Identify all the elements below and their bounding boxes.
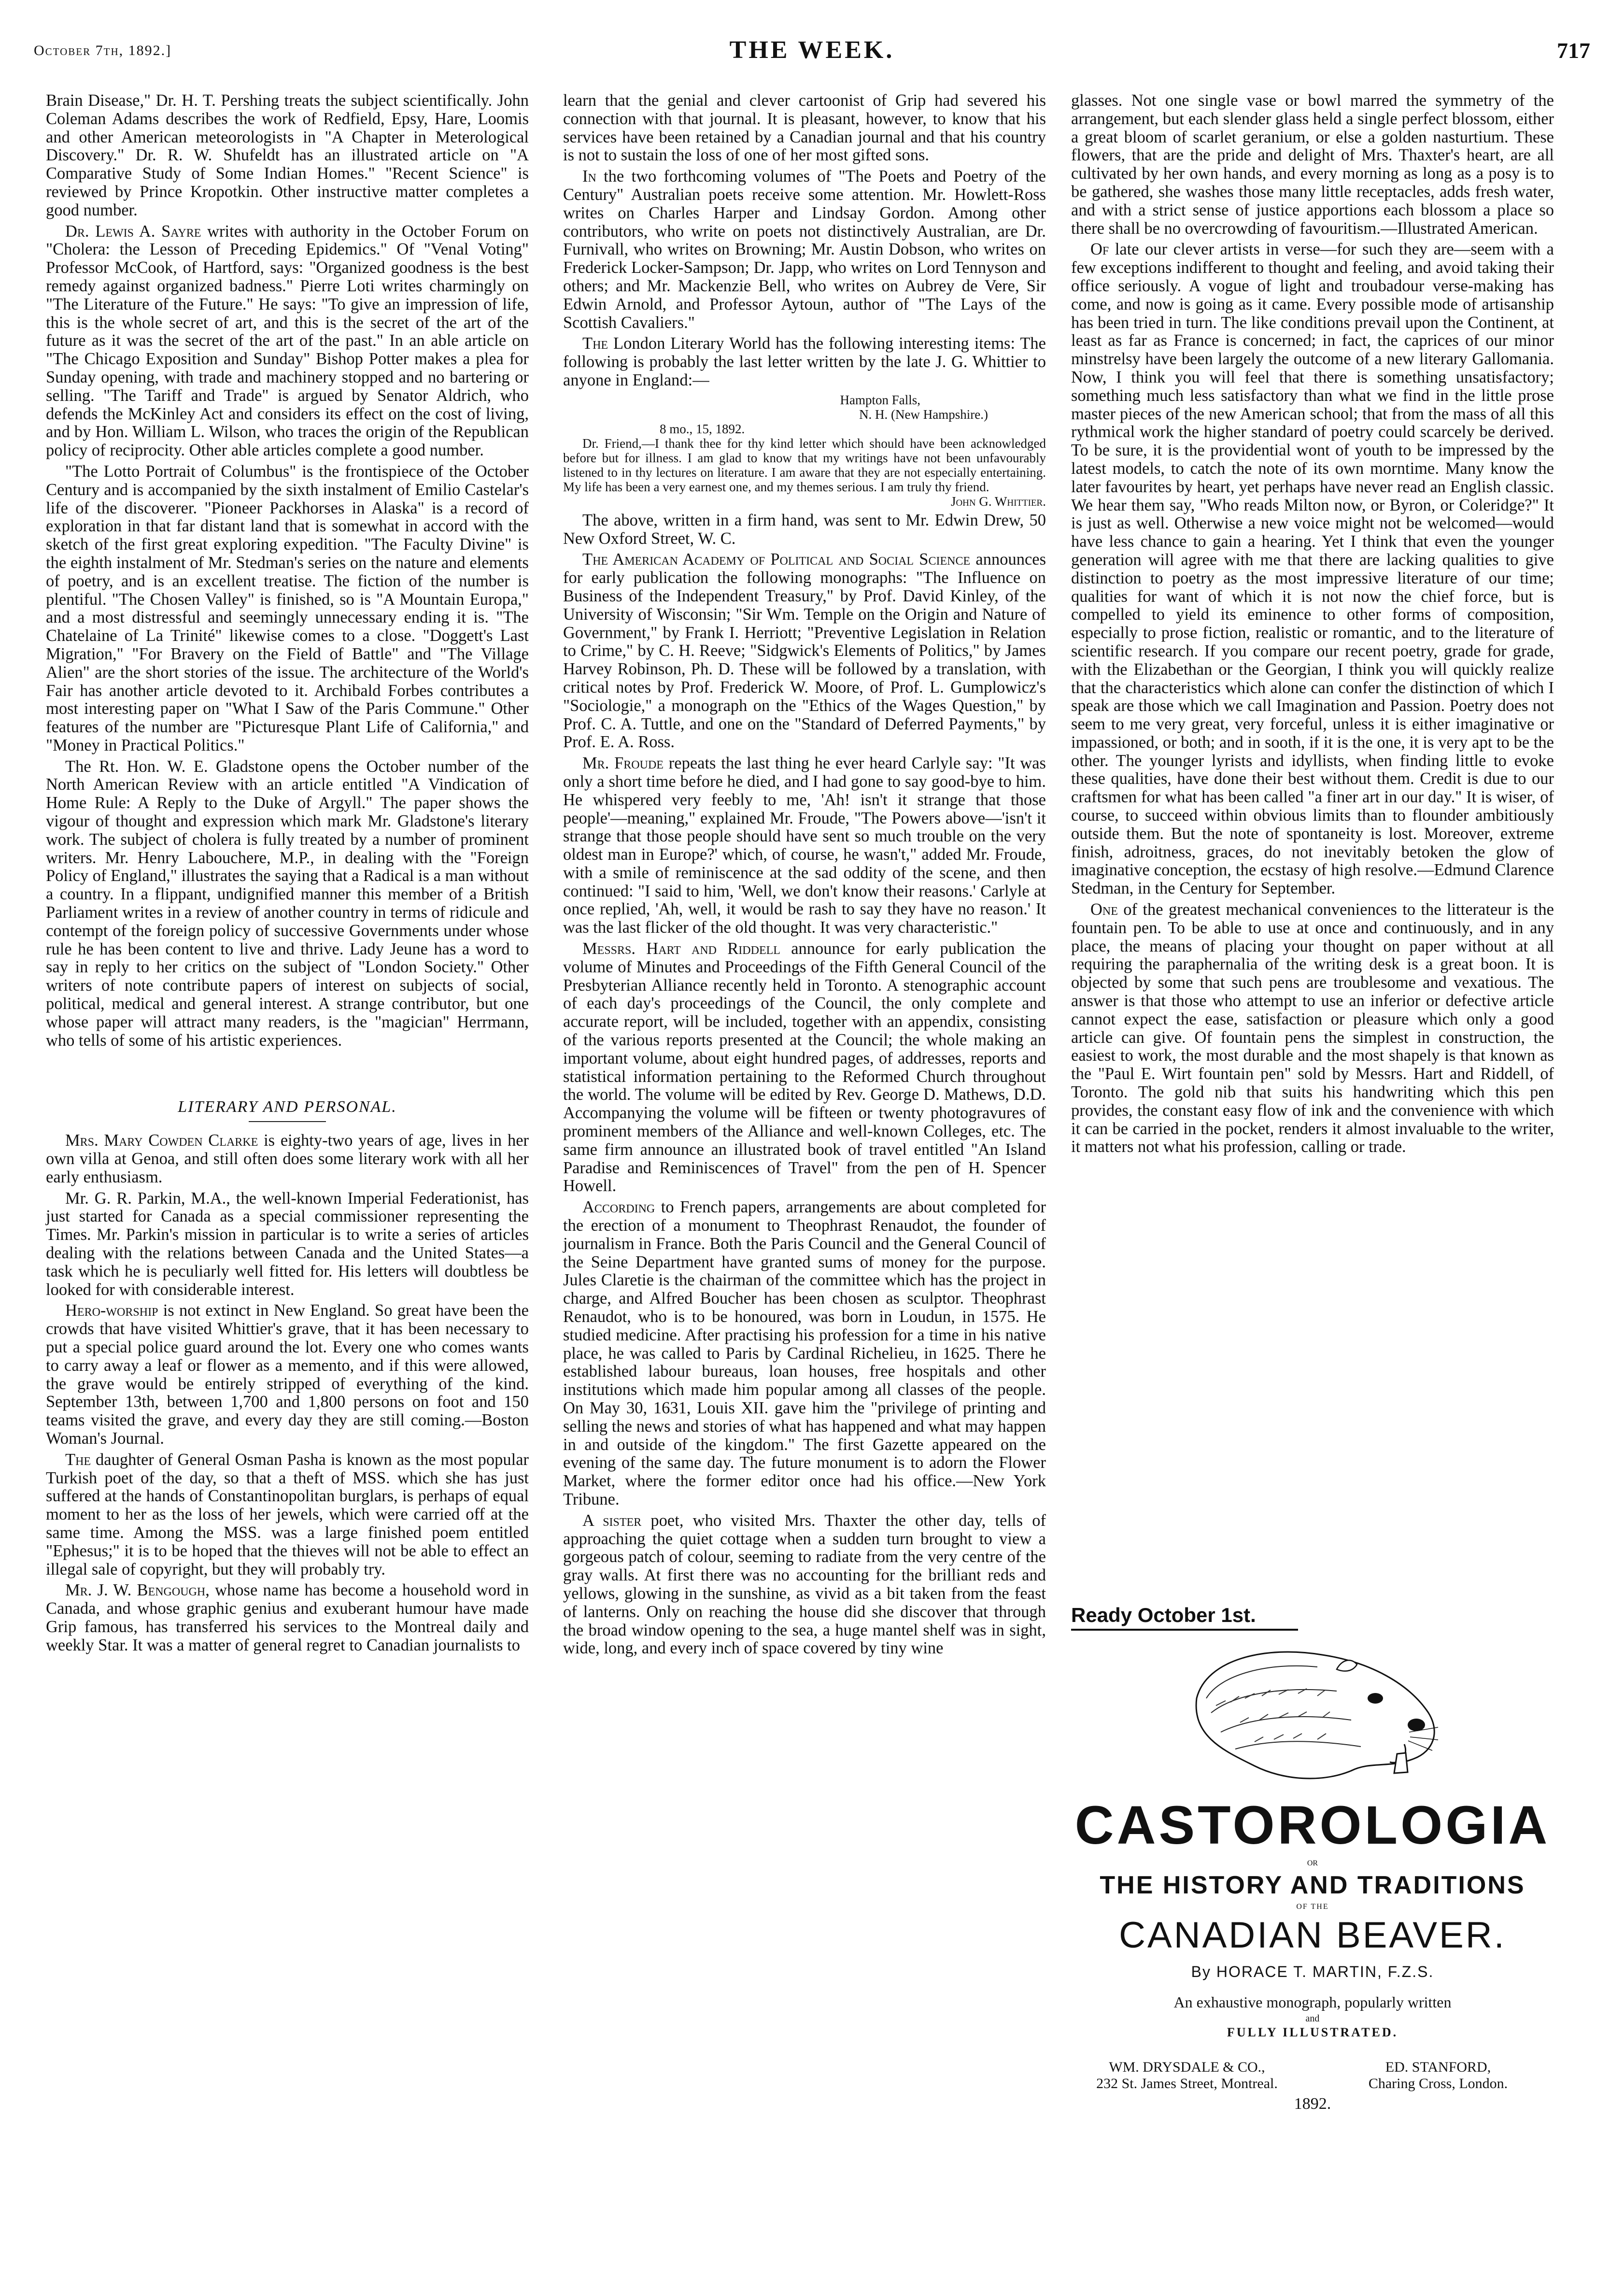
letter-signature: John G. Whittier. <box>950 494 1046 509</box>
paragraph: learn that the genial and clever cartoonist of Grip had severed his connection with that journal. It is pleasant, however, to know that his services have been retained by a Canadian journal and that his country is not to sustain the loss of one of her most gifted sons. <box>563 91 1046 165</box>
ad-of-the: OF THE <box>1296 1903 1329 1911</box>
paragraph: According to French papers, arrangements are about completed for the erection of a monument to Theophrast Renaudot, the founder of journalism in France. Both the Paris Council and the General Council of the Seine Department have granted sums of money for the purpose. Jules Claretie is the chairman of the committee which has the project in charge, and Alfred Boucher has been chosen as sculptor. Theophrast Renaudot, who is to be honoured, was born in Loudun, in 1575. He studied medicine. After practising his profession for a time in his native place, he was called to Paris by Cardinal Richelieu, in 1625. There he established labour bureaus, loan houses, free hospitals and other institutions which made him popular among all classes of the people. On May 30, 1631, Louis XII. gave him the "privilege of printing and selling the news and stories of what has happened and what may happen in and outside of the kingdom." The first Gazette appeared on the evening of the same day. The future monument is to adorn the Flower Market, where the former editor once had his office.—New York Tribune. <box>563 1198 1046 1508</box>
letter-place: Hampton Falls, <box>840 392 920 407</box>
ad-or: OR <box>1307 1859 1318 1867</box>
book-advertisement <box>1071 1604 1554 2113</box>
column-middle <box>563 92 1046 1661</box>
publisher-london <box>1322 2059 1554 2092</box>
paragraph: Mr. J. W. Bengough, whose name has become a household word in Canada, and whose graphic genius and exuberant humour have made Grip famous, has transferred his services to the Montreal daily and weekly Star. It was a matter of general regret to Canadian journalists to <box>46 1581 529 1654</box>
paragraph: One of the greatest mechanical conveniences to the litterateur is the fountain pen. To be able to use at once and continuously, and in any place, the means of placing your thought on paper without at all requiring the paraphernalia of the writing desk is a great boon. It is objected by some that such pens are troublesome and vexatious. The answer is that those who attempt to use an inferior or defective article cannot expect the ease, satisfaction or pleasure which only a good article can give. Of fountain pens the simplest in construction, the easiest to work, the most durable and the most shapely is that known as the "Paul E. Wirt fountain pen" sold by Messrs. Hart and Riddell, of Toronto. The gold nib that suits his handwriting which this pen provides, the constant easy flow of ink and the convenience with which it can be carried in the pocket, renders it almost invaluable to the writer, it matters not what his profession, calling or trade. <box>1071 900 1554 1156</box>
column-left <box>46 92 529 1658</box>
ad-year: 1892. <box>1294 2095 1331 2113</box>
letter-body: Dr. Friend,—I thank thee for thy kind letter which should have been acknowledged before but for illness. I am glad to know that my writings have not been unfavourably listened to in thy lectures on literature. I am aware that they are not especially entertaining. My life has been a very earnest one, and my themes serious. I am truly thy friend. <box>563 436 1046 494</box>
publisher-name: WM. DRYSDALE & CO., <box>1109 2059 1265 2075</box>
issue-date: October 7th, 1892.] <box>34 43 172 58</box>
page-header <box>34 29 1590 72</box>
publisher-montreal <box>1071 2059 1303 2092</box>
paragraph: In the two forthcoming volumes of "The Poets and Poetry of the Century" Australian poets receive some attention. Mr. Howlett-Ross writes on Charles Harper and Lindsay Gordon. Among other contributors, who write on poets not distinctively Australian, are Dr. Furnivall, who writes on Browning; Mr. Austin Dobson, who writes on Frederick Locker-Sampson; Dr. Japp, who writes on Lord Tennyson and others; and Mr. Mackenzie Bell, who writes on Aubrey de Vere, Sir Edwin Arnold, and Professor Aytoun, author of "The Lays of the Scottish Cavaliers." <box>563 167 1046 332</box>
paragraph: The daughter of General Osman Pasha is known as the most popular Turkish poet of the day, so that a theft of MSS. which she has just suffered at the hands of Constantinopolitan burglars, is perhaps of equal moment to her as the loss of her jewels, which were carried off at the same time. Among the MSS. was a large finished poem entitled "Ephesus;" it is to be hoped that the thieves will not be able to effect an illegal sale of copyright, but they will probably try. <box>46 1450 529 1579</box>
letter-date: 8 mo., 15, 1892. <box>660 421 745 436</box>
paragraph: Hero-worship is not extinct in New England. So great have been the crowds that have visited Whittier's grave, that it has been necessary to put a special police guard around the lot. Every one who comes wants to carry away a leaf or flower as a memento, and if this were allowed, the grave would be entirely stripped of everything of the kind. September 13th, between 1,700 and 1,800 persons on foot and 150 teams visited the grave, and every day they are still coming.—Boston Woman's Journal. <box>46 1301 529 1448</box>
ad-author: By HORACE T. MARTIN, F.Z.S. <box>1191 1963 1434 1980</box>
paragraph: The American Academy of Political and Social Science announces for early publication the following monographs: "The Influence on Business of the Independent Treasury," by Prof. David Kinley, of the University of Wisconsin; "Sir Wm. Temple on the Origin and Nature of Government," by Frank I. Herriott; "Preventive Legislation in Relation to Crime," by C. H. Reeve; "Sidgwick's Elements of Politics," by James Harvey Robinson, Ph. D. These will be followed by a translation, with critical notes by Prof. Frederick W. Moore, of Prof. L. Gumplowicz's "Sociologie," a monograph on the "Ethics of the Wages Question," by Prof. C. A. Tuttle, and one on the "Standard of Deferred Payments," by Prof. E. A. Ross. <box>563 550 1046 752</box>
paragraph: Mr. Froude repeats the last thing he ever heard Carlyle say: "It was only a short time before he died, and I had gone to say good-bye to him. He whispered very feebly to me, 'Ah! isn't it strange that those people'—meaning," explained Mr. Froude, "The Powers above—'isn't it strange that those people should have sent so much trouble on the very oldest man in Europe?' which, of course, he wasn't," added Mr. Froude, with a smile of reminiscence at the sad oddity of the scene, and then continued: "I said to him, 'Well, we don't know their reasons.' Carlyle at once replied, 'Ah, well, it would be rash to say they have no reason.' It was the last flicker of the old thought. It was very characteristic." <box>563 754 1046 937</box>
divider <box>1071 1629 1298 1631</box>
paragraph: The above, written in a firm hand, was sent to Mr. Edwin Drew, 50 New Oxford Street, W. C. <box>563 511 1046 548</box>
paragraph: Brain Disease," Dr. H. T. Pershing treats the subject scientifically. John Coleman Adams describes the work of Redfield, Epsy, Hare, Loomis and other American meteorologists in "A Chapter in Meterological Discovery." Dr. R. W. Shufeldt has an illustrated article on "A Comparative Study of Some Indian Homes." "Recent Science" is reviewed by Prince Kropotkin. Other instructive matter completes a good number. <box>46 91 529 219</box>
ad-illustrated: FULLY ILLUSTRATED. <box>1227 2025 1398 2039</box>
paragraph: The London Literary World has the following interesting items: The following is probably the last letter written by the late J. G. Whittier to anyone in England:— <box>563 334 1046 389</box>
divider <box>249 1121 326 1122</box>
ad-and: and <box>1305 2013 1320 2024</box>
paragraph: The Rt. Hon. W. E. Gladstone opens the October number of the North American Review with an article entitled "A Vindication of Home Rule: A Reply to the Duke of Argyll." The paper shows the vigour of thought and expression which mark Mr. Gladstone's literary work. The subject of cholera is fully treated by a number of prominent writers. Mr. Henry Labouchere, M.P., in dealing with the "Foreign Policy of England," illustrates the saying that a Radical is a man without a country. In a flippant, undignified manner this member of a British Parliament writes in a review of another country in terms of ridicule and contempt of the foreign policy of successive Governments under whose rule he has been content to live and thrive. Lady Jeune has a word to say in reply to her critics on the subject of "London Society." Other writers of note contribute papers of interest on subjects of social, political, medical and general interest. A strange contributor, but one whose paper will attract many readers, is the "magician" Herrmann, who tells of some of his artistic experiences. <box>46 757 529 1050</box>
paragraph: Dr. Lewis A. Sayre writes with authority in the October Forum on "Cholera: the Lesson of Preceding Epidemics." Of "Venal Voting" Professor McCook, of Hartford, says: "Organized goodness is the best remedy against organized badness." Pierre Loti writes charmingly on "The Literature of the Future." He says: "To give an impression of life, this is the whole secret of art, and this is the secret of the art of the future as it was the secret of the art of the past." In an able article on "The Chicago Exposition and Sunday" Bishop Potter makes a plea for Sunday opening, with trade and machinery stopped and no bartering or selling. "The Tariff and Trade" is argued by Senator Aldrich, who defends the McKinley Act and considers its effect on the cost of living, and by Hon. William L. Wilson, who traces the origin of the Republican policy of reciprocity. Other able articles complete a good number. <box>46 222 529 460</box>
paragraph: glasses. Not one single vase or bowl marred the symmetry of the arrangement, but each slender glass held a single perfect blossom, either a great bloom of scarlet geranium, or else a golden nasturtium. These flowers, that are the pride and delight of Mrs. Thaxter's heart, are all cultivated by her own hands, and every morning as long as a posy is to be gathered, she washes those many little receptacles, adds fresh water, and with a strict sense of justice apportions each blossom a place so there shall be no overcrowding of favouritism.—Illustrated American. <box>1071 91 1554 238</box>
ad-publishers <box>1071 2059 1554 2092</box>
ad-title: CASTOROLOGIA <box>1074 1795 1551 1855</box>
ad-description: An exhaustive monograph, popularly written <box>1173 1993 1452 2011</box>
page-number: 717 <box>1557 38 1590 63</box>
ad-ready-date: Ready October 1st. <box>1071 1604 1256 1626</box>
ad-subject: CANADIAN BEAVER. <box>1119 1915 1506 1956</box>
paragraph: "The Lotto Portrait of Columbus" is the frontispiece of the October Century and is accompanied by the sixth instalment of Emilio Castelar's life of the discoverer. "Pioneer Packhorses in Alaska" is a record of exploration in that far distant land that is somewhat in accord with the sketch of the first great exploring expedition. "The Faculty Divine" is the eighth instalment of Mr. Stedman's series on the nature and elements of poetry, and is an excellent treatise. The fiction of the number is plentiful. "The Chosen Valley" is finished, so is "A Mountain Europa," and a most distressful and seemingly unnecessary ending it is. "The Chatelaine of La Trinité" likewise comes to a close. "Doggett's Last Migration," "For Bravery on the Field of Battle" and "The Village Alien" are the short stories of the issue. The architecture of the World's Fair has another article devoted to it. Archibald Forbes contributes a most interesting paper on "What I Saw of the Paris Commune." Other features of the number are "Picturesque Plant Life of California," and "Money in Practical Politics." <box>46 462 529 754</box>
whittier-letter <box>563 393 1046 509</box>
paragraph: Mr. G. R. Parkin, M.A., the well-known Imperial Federationist, has just started for Canada as a special commissioner representing the Times. Mr. Parkin's mission in particular is to write a series of articles dealing with the relations between Canada and the United States—a task which he is peculiarly well fitted for. His letters will doubtless be looked for with considerable interest. <box>46 1189 529 1299</box>
paragraph: A sister poet, who visited Mrs. Thaxter the other day, tells of approaching the quiet cottage when a sudden turn brought to view a gorgeous patch of colour, seeming to radiate from the very centre of the gray walls. At first there was no accounting for the brilliant reds and yellows, glowing in the sunshine, as vivid as a bit taken from the feast of lanterns. Only on reaching the house did she discover that through the broad window opening to the sea, a huge mantel shelf was in sight, wide, long, and every inch of space covered by tiny wine <box>563 1511 1046 1658</box>
ad-subtitle: THE HISTORY AND TRADITIONS <box>1100 1871 1525 1899</box>
paragraph: Messrs. Hart and Riddell announce for early publication the volume of Minutes and Proceedings of the Fifth General Council of the Presbyterian Alliance recently held in Toronto. A stenographic account of each day's proceedings of the Council, the only complete and accurate report, will be included, together with an appendix, consisting of the various reports presented at the Council; the whole making an important volume, about eight hundred pages, of addresses, reports and statistical information pertaining to the Reformed Church throughout the world. The volume will be edited by Rev. George D. Mathews, D.D. Accompanying the volume will be fifteen or twenty photogravures of prominent members of the Alliance and well-known Colleges, etc. The same firm announce an illustrated book of travel entitled "An Island Paradise and Reminiscences of Travel" from the pen of H. Spencer Howell. <box>563 939 1046 1195</box>
publisher-name: ED. STANFORD, <box>1385 2059 1491 2075</box>
publisher-address: 232 St. James Street, Montreal. <box>1096 2076 1278 2091</box>
section-heading: LITERARY AND PERSONAL. <box>178 1098 397 1116</box>
paragraph: Mrs. Mary Cowden Clarke is eighty-two years of age, lives in her own villa at Genoa, and still often does some literary work with all her early enthusiasm. <box>46 1131 529 1186</box>
paragraph: Of late our clever artists in verse—for such they are—seem with a few exceptions indifferent to thought and feeling, and avoid taking their office seriously. A vogue of light and troubadour verse-making has come, and now is going as it came. Every possible mode of artisanship has been tried in turn. The like conditions prevail upon the Continent, at least as far as France is concerned; in fact, the caprices of our minor minstrelsy have been largely the outcome of a new literary Gallomania. Now, I think you will feel that there is something unsatisfactory; something much less satisfactory than what we find in the little prose master pieces of the new American school; that from the mass of all this rythmical work the higher standard of poetry could scarcely be derived. To be sure, it is the providential wont of youth to be impressed by the latest models, to catch the note of its own morntime. Many know the later favourites by heart, yet perhaps have never read an English classic. We hear them say, "Who reads Milton now, or Byron, or Coleridge?" It is just as well. Otherwise a new voice might not be welcomed—would have less chance to gain a hearing. Yet I think that even the younger generation will agree with me that there are lacking qualities to give distinction to poetry as the most impressive literature of our time; qualities for want of which it is not now the chief force, but is compelled to yield its eminence to other forms of composition, especially to prose fiction, realistic or romantic, and to the literature of scientific research. If you compare our recent poetry, grade for grade, with the Elizabethan or the Georgian, I think you will quickly realize that the characteristics which alone can confer the distinction of which I speak are those which we call Imagination and Passion. Poetry does not seem to me very great, very forceful, unless it is either imaginative or impassioned, or both; and in sooth, if it is the one, it is very apt to be the other. The younger lyrists and idyllists, when finding little to evoke these qualities, have done their best without them. Credit is due to our craftsmen for what has been called "a finer art in our day." It is wiser, of course, to succeed within obvious limits than to flounder ambitiously outside them. But the note of spontaneity is lost. Moreover, extreme finish, adroitness, graces, do not inevitably betoken the glow of imaginative conception, the ecstasy of high resolve.—Edmund Clarence Stedman, in the Century for September. <box>1071 240 1554 898</box>
beaver-head-icon <box>1177 1640 1448 1785</box>
masthead-title: THE WEEK. <box>729 36 895 64</box>
letter-place: N. H. (New Hampshire.) <box>859 407 988 422</box>
column-right <box>1071 92 1554 1159</box>
publisher-address: Charing Cross, London. <box>1368 2076 1508 2091</box>
